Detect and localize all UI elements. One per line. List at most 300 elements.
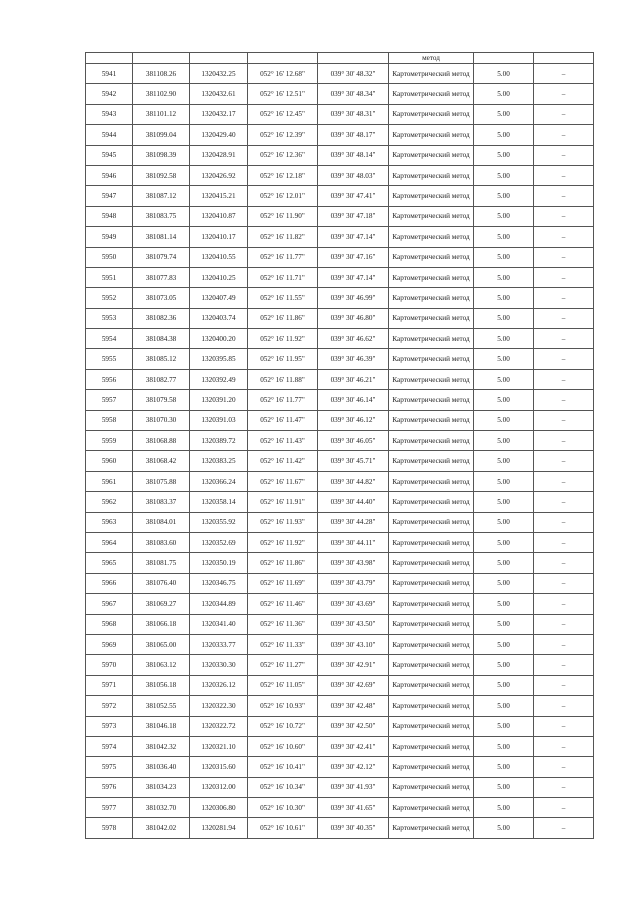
cell-longitude: 039° 30' 42.41" [318, 736, 389, 756]
cell-method: Картометрический метод [389, 655, 474, 675]
cell-method: Картометрический метод [389, 186, 474, 206]
table-row [86, 267, 594, 287]
cell-latitude: 052° 16' 11.69" [248, 573, 318, 593]
cell-latitude: 052° 16' 10.72" [248, 716, 318, 736]
table-row [86, 798, 594, 818]
cell-accuracy: 5.00 [474, 594, 534, 614]
cell-latitude: 052° 16' 11.42" [248, 451, 318, 471]
cell-longitude: 039° 30' 48.34" [318, 84, 389, 104]
cell-latitude: 052° 16' 10.93" [248, 696, 318, 716]
cell-y-coordinate: 1320383.25 [190, 451, 248, 471]
cell-accuracy: 5.00 [474, 675, 534, 695]
cell-accuracy: 5.00 [474, 655, 534, 675]
cell-x-coordinate: 381069.27 [133, 594, 190, 614]
cell-y-coordinate: 1320315.60 [190, 757, 248, 777]
cell-accuracy: 5.00 [474, 798, 534, 818]
table-row [86, 471, 594, 491]
cell-longitude: 039° 30' 42.12" [318, 757, 389, 777]
cell-longitude: 039° 30' 47.14" [318, 267, 389, 287]
cell-latitude: 052° 16' 11.93" [248, 512, 318, 532]
cell-longitude: 039° 30' 46.62" [318, 329, 389, 349]
cell-latitude: 052° 16' 10.34" [248, 777, 318, 797]
cell-point-number: 5958 [86, 410, 133, 430]
cell-x-coordinate: 381036.40 [133, 757, 190, 777]
cell-longitude: 039° 30' 48.14" [318, 145, 389, 165]
cell-longitude: 039° 30' 47.41" [318, 186, 389, 206]
cell-y-coordinate: 1320410.87 [190, 206, 248, 226]
cell-dash: – [534, 227, 594, 247]
cell-dash: – [534, 308, 594, 328]
table-row [86, 675, 594, 695]
cell-method: Картометрический метод [389, 104, 474, 124]
cell-accuracy: 5.00 [474, 471, 534, 491]
cell-dash: – [534, 614, 594, 634]
cell-y-coordinate: 1320358.14 [190, 492, 248, 512]
table-row [86, 84, 594, 104]
cell-latitude: 052° 16' 10.30" [248, 798, 318, 818]
cell-accuracy: 5.00 [474, 247, 534, 267]
cell-latitude: 052° 16' 11.55" [248, 288, 318, 308]
cell-accuracy: 5.00 [474, 267, 534, 287]
cell-point-number: 5975 [86, 757, 133, 777]
cell-point-number: 5946 [86, 165, 133, 185]
cell-dash: – [534, 512, 594, 532]
cell-y-coordinate: 1320432.17 [190, 104, 248, 124]
cell-method: Картометрический метод [389, 573, 474, 593]
table-row [86, 288, 594, 308]
cell-latitude: 052° 16' 10.60" [248, 736, 318, 756]
cell-accuracy: 5.00 [474, 818, 534, 838]
cell-accuracy: 5.00 [474, 512, 534, 532]
cell-x-coordinate: 381085.12 [133, 349, 190, 369]
cell-dash: – [534, 349, 594, 369]
cell-point-number: 5966 [86, 573, 133, 593]
cell-accuracy: 5.00 [474, 777, 534, 797]
cell-latitude: 052° 16' 10.41" [248, 757, 318, 777]
cell-latitude: 052° 16' 11.36" [248, 614, 318, 634]
cell-x-coordinate: 381046.18 [133, 716, 190, 736]
cell-method: Картометрический метод [389, 532, 474, 552]
cell-accuracy: 5.00 [474, 716, 534, 736]
cell-accuracy: 5.00 [474, 329, 534, 349]
table-row [86, 369, 594, 389]
cell-dash: – [534, 492, 594, 512]
cell-dash: – [534, 736, 594, 756]
cell-dash: – [534, 655, 594, 675]
table-row [86, 308, 594, 328]
cell-longitude: 039° 30' 42.50" [318, 716, 389, 736]
cell-point-number: 5961 [86, 471, 133, 491]
table-row [86, 573, 594, 593]
table-row [86, 227, 594, 247]
cell-x-coordinate: 381102.90 [133, 84, 190, 104]
cell-accuracy: 5.00 [474, 186, 534, 206]
cell-point-number: 5956 [86, 369, 133, 389]
table-row [86, 145, 594, 165]
cell-longitude: 039° 30' 48.31" [318, 104, 389, 124]
cell-y-coordinate: 1320415.21 [190, 186, 248, 206]
cell-method: Картометрический метод [389, 696, 474, 716]
cell-longitude: 039° 30' 44.40" [318, 492, 389, 512]
cell-dash: – [534, 125, 594, 145]
cell-x-coordinate: 381066.18 [133, 614, 190, 634]
cell-y-coordinate: 1320346.75 [190, 573, 248, 593]
cell-latitude: 052° 16' 11.05" [248, 675, 318, 695]
cell-latitude: 052° 16' 11.88" [248, 369, 318, 389]
cell-point-number: 5973 [86, 716, 133, 736]
cell-method: Картометрический метод [389, 471, 474, 491]
cell-dash: – [534, 104, 594, 124]
cell-method: Картометрический метод [389, 84, 474, 104]
cell-x-coordinate: 381083.75 [133, 206, 190, 226]
cell-point-number: 5965 [86, 553, 133, 573]
cell-latitude: 052° 16' 11.91" [248, 492, 318, 512]
cell-y-coordinate: 1320281.94 [190, 818, 248, 838]
cell-x-coordinate: 381083.37 [133, 492, 190, 512]
table-row [86, 186, 594, 206]
table-row-continued [86, 53, 594, 64]
cell-latitude: 052° 16' 11.77" [248, 390, 318, 410]
cell-accuracy: 5.00 [474, 532, 534, 552]
cell-longitude: 039° 30' 43.69" [318, 594, 389, 614]
cell-y-coordinate: 1320330.30 [190, 655, 248, 675]
table-row [86, 431, 594, 451]
table-row [86, 104, 594, 124]
cell-y-coordinate: 1320355.92 [190, 512, 248, 532]
cell-longitude: 039° 30' 43.50" [318, 614, 389, 634]
cell-method: Картометрический метод [389, 145, 474, 165]
cell-dash: – [534, 84, 594, 104]
cell-longitude: 039° 30' 42.69" [318, 675, 389, 695]
cell-method: Картометрический метод [389, 288, 474, 308]
cell-latitude: 052° 16' 11.71" [248, 267, 318, 287]
coordinates-page [85, 52, 593, 839]
cell-dash: – [534, 798, 594, 818]
cell-y-coordinate: 1320432.61 [190, 84, 248, 104]
cell-longitude: 039° 30' 46.99" [318, 288, 389, 308]
cell-point-number: 5941 [86, 64, 133, 84]
cell-point-number: 5952 [86, 288, 133, 308]
cell-dash: – [534, 390, 594, 410]
cell-method: Картометрический метод [389, 798, 474, 818]
cell-empty [318, 53, 389, 64]
cell-y-coordinate: 1320389.72 [190, 431, 248, 451]
cell-latitude: 052° 16' 11.86" [248, 553, 318, 573]
cell-point-number: 5976 [86, 777, 133, 797]
cell-dash: – [534, 716, 594, 736]
cell-x-coordinate: 381092.58 [133, 165, 190, 185]
cell-accuracy: 5.00 [474, 84, 534, 104]
cell-dash: – [534, 369, 594, 389]
cell-method: Картометрический метод [389, 634, 474, 654]
cell-point-number: 5970 [86, 655, 133, 675]
cell-x-coordinate: 381034.23 [133, 777, 190, 797]
cell-dash: – [534, 777, 594, 797]
cell-point-number: 5960 [86, 451, 133, 471]
cell-latitude: 052° 16' 12.39" [248, 125, 318, 145]
cell-point-number: 5949 [86, 227, 133, 247]
cell-y-coordinate: 1320333.77 [190, 634, 248, 654]
cell-x-coordinate: 381098.39 [133, 145, 190, 165]
cell-point-number: 5953 [86, 308, 133, 328]
cell-y-coordinate: 1320344.89 [190, 594, 248, 614]
cell-dash: – [534, 594, 594, 614]
cell-latitude: 052° 16' 12.68" [248, 64, 318, 84]
table-row [86, 655, 594, 675]
cell-latitude: 052° 16' 11.77" [248, 247, 318, 267]
cell-longitude: 039° 30' 46.21" [318, 369, 389, 389]
cell-y-coordinate: 1320428.91 [190, 145, 248, 165]
table-row [86, 492, 594, 512]
cell-method: Картометрический метод [389, 431, 474, 451]
cell-latitude: 052° 16' 11.47" [248, 410, 318, 430]
cell-longitude: 039° 30' 41.65" [318, 798, 389, 818]
table-row [86, 512, 594, 532]
cell-x-coordinate: 381052.55 [133, 696, 190, 716]
table-row [86, 532, 594, 552]
cell-x-coordinate: 381068.88 [133, 431, 190, 451]
cell-x-coordinate: 381082.77 [133, 369, 190, 389]
cell-empty [474, 53, 534, 64]
cell-method: Картометрический метод [389, 227, 474, 247]
table-row [86, 64, 594, 84]
cell-point-number: 5963 [86, 512, 133, 532]
table-row [86, 206, 594, 226]
cell-x-coordinate: 381065.00 [133, 634, 190, 654]
cell-longitude: 039° 30' 43.10" [318, 634, 389, 654]
cell-x-coordinate: 381082.36 [133, 308, 190, 328]
cell-y-coordinate: 1320403.74 [190, 308, 248, 328]
cell-latitude: 052° 16' 11.82" [248, 227, 318, 247]
cell-point-number: 5950 [86, 247, 133, 267]
cell-longitude: 039° 30' 46.80" [318, 308, 389, 328]
cell-method-continued: метод [389, 53, 474, 64]
cell-point-number: 5955 [86, 349, 133, 369]
cell-point-number: 5962 [86, 492, 133, 512]
cell-y-coordinate: 1320322.72 [190, 716, 248, 736]
cell-longitude: 039° 30' 47.18" [318, 206, 389, 226]
cell-latitude: 052° 16' 11.27" [248, 655, 318, 675]
cell-x-coordinate: 381079.74 [133, 247, 190, 267]
cell-point-number: 5945 [86, 145, 133, 165]
cell-x-coordinate: 381042.32 [133, 736, 190, 756]
cell-dash: – [534, 145, 594, 165]
table-row [86, 716, 594, 736]
cell-dash: – [534, 247, 594, 267]
cell-point-number: 5969 [86, 634, 133, 654]
cell-latitude: 052° 16' 10.61" [248, 818, 318, 838]
cell-latitude: 052° 16' 11.86" [248, 308, 318, 328]
cell-y-coordinate: 1320322.30 [190, 696, 248, 716]
cell-longitude: 039° 30' 48.17" [318, 125, 389, 145]
table-row [86, 329, 594, 349]
cell-point-number: 5942 [86, 84, 133, 104]
table-row [86, 390, 594, 410]
cell-latitude: 052° 16' 12.36" [248, 145, 318, 165]
cell-x-coordinate: 381108.26 [133, 64, 190, 84]
cell-method: Картометрический метод [389, 777, 474, 797]
table-row [86, 165, 594, 185]
cell-empty [248, 53, 318, 64]
cell-dash: – [534, 410, 594, 430]
cell-latitude: 052° 16' 11.92" [248, 329, 318, 349]
cell-method: Картометрический метод [389, 594, 474, 614]
cell-longitude: 039° 30' 48.32" [318, 64, 389, 84]
cell-accuracy: 5.00 [474, 614, 534, 634]
cell-y-coordinate: 1320407.49 [190, 288, 248, 308]
cell-latitude: 052° 16' 12.01" [248, 186, 318, 206]
cell-point-number: 5951 [86, 267, 133, 287]
cell-method: Картометрический метод [389, 492, 474, 512]
cell-point-number: 5968 [86, 614, 133, 634]
cell-y-coordinate: 1320395.85 [190, 349, 248, 369]
cell-latitude: 052° 16' 11.67" [248, 471, 318, 491]
table-row [86, 634, 594, 654]
cell-point-number: 5954 [86, 329, 133, 349]
cell-x-coordinate: 381084.38 [133, 329, 190, 349]
cell-dash: – [534, 696, 594, 716]
cell-longitude: 039° 30' 46.14" [318, 390, 389, 410]
cell-dash: – [534, 532, 594, 552]
cell-accuracy: 5.00 [474, 288, 534, 308]
cell-longitude: 039° 30' 44.11" [318, 532, 389, 552]
cell-point-number: 5957 [86, 390, 133, 410]
cell-x-coordinate: 381083.60 [133, 532, 190, 552]
cell-accuracy: 5.00 [474, 431, 534, 451]
cell-dash: – [534, 675, 594, 695]
cell-point-number: 5972 [86, 696, 133, 716]
table-row [86, 594, 594, 614]
cell-dash: – [534, 757, 594, 777]
cell-method: Картометрический метод [389, 165, 474, 185]
cell-empty [86, 53, 133, 64]
cell-dash: – [534, 818, 594, 838]
table-row [86, 736, 594, 756]
cell-x-coordinate: 381077.83 [133, 267, 190, 287]
cell-dash: – [534, 573, 594, 593]
cell-point-number: 5974 [86, 736, 133, 756]
cell-longitude: 039° 30' 47.14" [318, 227, 389, 247]
cell-accuracy: 5.00 [474, 553, 534, 573]
cell-y-coordinate: 1320410.25 [190, 267, 248, 287]
cell-method: Картометрический метод [389, 451, 474, 471]
cell-point-number: 5948 [86, 206, 133, 226]
cell-method: Картометрический метод [389, 553, 474, 573]
cell-y-coordinate: 1320350.19 [190, 553, 248, 573]
cell-y-coordinate: 1320326.12 [190, 675, 248, 695]
cell-method: Картометрический метод [389, 716, 474, 736]
cell-x-coordinate: 381087.12 [133, 186, 190, 206]
cell-longitude: 039° 30' 42.48" [318, 696, 389, 716]
cell-point-number: 5943 [86, 104, 133, 124]
table-row [86, 777, 594, 797]
cell-accuracy: 5.00 [474, 206, 534, 226]
cell-point-number: 5959 [86, 431, 133, 451]
cell-accuracy: 5.00 [474, 757, 534, 777]
cell-accuracy: 5.00 [474, 410, 534, 430]
cell-latitude: 052° 16' 11.43" [248, 431, 318, 451]
cell-method: Картометрический метод [389, 512, 474, 532]
cell-latitude: 052° 16' 11.33" [248, 634, 318, 654]
cell-y-coordinate: 1320341.40 [190, 614, 248, 634]
table-row [86, 818, 594, 838]
cell-y-coordinate: 1320391.20 [190, 390, 248, 410]
cell-accuracy: 5.00 [474, 390, 534, 410]
cell-x-coordinate: 381081.14 [133, 227, 190, 247]
cell-dash: – [534, 553, 594, 573]
cell-latitude: 052° 16' 11.46" [248, 594, 318, 614]
cell-method: Картометрический метод [389, 267, 474, 287]
cell-accuracy: 5.00 [474, 64, 534, 84]
cell-method: Картометрический метод [389, 206, 474, 226]
cell-y-coordinate: 1320410.17 [190, 227, 248, 247]
table-row [86, 553, 594, 573]
cell-latitude: 052° 16' 11.90" [248, 206, 318, 226]
cell-longitude: 039° 30' 41.93" [318, 777, 389, 797]
cell-longitude: 039° 30' 43.79" [318, 573, 389, 593]
cell-longitude: 039° 30' 42.91" [318, 655, 389, 675]
cell-latitude: 052° 16' 12.18" [248, 165, 318, 185]
cell-longitude: 039° 30' 48.03" [318, 165, 389, 185]
cell-x-coordinate: 381042.02 [133, 818, 190, 838]
cell-dash: – [534, 267, 594, 287]
cell-longitude: 039° 30' 46.12" [318, 410, 389, 430]
cell-y-coordinate: 1320391.03 [190, 410, 248, 430]
cell-method: Картометрический метод [389, 614, 474, 634]
cell-accuracy: 5.00 [474, 125, 534, 145]
cell-accuracy: 5.00 [474, 369, 534, 389]
cell-dash: – [534, 471, 594, 491]
cell-accuracy: 5.00 [474, 451, 534, 471]
cell-method: Картометрический метод [389, 818, 474, 838]
cell-x-coordinate: 381081.75 [133, 553, 190, 573]
table-row [86, 410, 594, 430]
cell-dash: – [534, 431, 594, 451]
cell-point-number: 5971 [86, 675, 133, 695]
cell-y-coordinate: 1320392.49 [190, 369, 248, 389]
cell-x-coordinate: 381068.42 [133, 451, 190, 471]
cell-x-coordinate: 381056.18 [133, 675, 190, 695]
cell-method: Картометрический метод [389, 736, 474, 756]
cell-method: Картометрический метод [389, 308, 474, 328]
cell-y-coordinate: 1320366.24 [190, 471, 248, 491]
cell-method: Картометрический метод [389, 369, 474, 389]
cell-dash: – [534, 451, 594, 471]
cell-point-number: 5978 [86, 818, 133, 838]
cell-y-coordinate: 1320432.25 [190, 64, 248, 84]
cell-x-coordinate: 381084.01 [133, 512, 190, 532]
cell-y-coordinate: 1320429.40 [190, 125, 248, 145]
cell-method: Картометрический метод [389, 247, 474, 267]
cell-longitude: 039° 30' 45.71" [318, 451, 389, 471]
cell-accuracy: 5.00 [474, 736, 534, 756]
cell-dash: – [534, 64, 594, 84]
cell-point-number: 5964 [86, 532, 133, 552]
cell-empty [534, 53, 594, 64]
table-row [86, 614, 594, 634]
cell-latitude: 052° 16' 12.45" [248, 104, 318, 124]
cell-method: Картометрический метод [389, 757, 474, 777]
cell-method: Картометрический метод [389, 64, 474, 84]
cell-method: Картометрический метод [389, 675, 474, 695]
coordinates-table [85, 52, 594, 839]
cell-accuracy: 5.00 [474, 165, 534, 185]
cell-x-coordinate: 381063.12 [133, 655, 190, 675]
cell-longitude: 039° 30' 43.98" [318, 553, 389, 573]
cell-accuracy: 5.00 [474, 492, 534, 512]
cell-dash: – [534, 186, 594, 206]
cell-empty [133, 53, 190, 64]
